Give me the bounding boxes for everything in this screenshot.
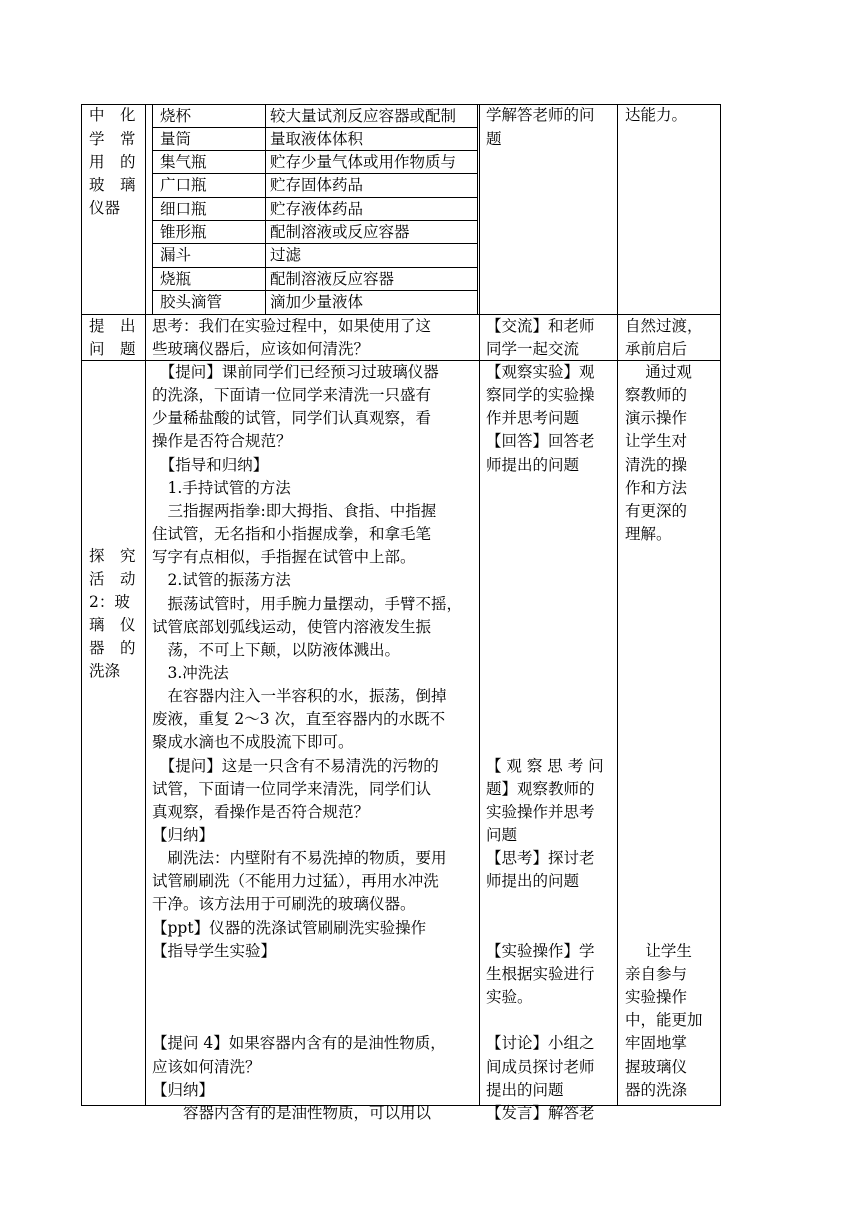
student-activity-line: 题】观察教师的 (486, 779, 595, 798)
student-activity-line: 实验。 (486, 988, 533, 1007)
instrument-name: 漏斗 (160, 246, 192, 264)
section-label-line: 2：玻 (89, 593, 130, 611)
teacher-activity-line: 【提问 4】如果容器内含有的是油性物质， (152, 1034, 446, 1053)
design-intent-line: 牢固地掌 (625, 1034, 688, 1053)
teacher-activity-line: 【提问】这是一只含有不易清洗的污物的 (152, 756, 439, 775)
section-label-line: 洗涤 (89, 662, 121, 680)
teacher-activity-line: 写字有点相似，手指握在试管中上部。 (152, 548, 416, 567)
instrument-use: 过滤 (270, 246, 302, 264)
design-intent-line: 察教师的 (625, 386, 688, 405)
teacher-activity-line: 容器内含有的是油性物质，可以用以 (152, 1103, 432, 1122)
teacher-activity-line: 真观察，看操作是否符合规范？ (152, 802, 370, 821)
instrument-name: 集气瓶 (160, 153, 207, 171)
design-intent-line: 清洗的操 (625, 455, 688, 474)
subtable-col-divider (265, 104, 266, 314)
student-activity-line: 提出的问题 (486, 1080, 564, 1099)
design-intent-line: 让学生对 (625, 432, 688, 451)
teacher-activity-line: 应该如何清洗？ (152, 1057, 261, 1076)
design-intent-line: 让学生 (625, 941, 692, 960)
section-label-line: 问 题 (89, 340, 136, 358)
teacher-activity-line: 1.手持试管的方法 (152, 478, 291, 497)
teacher-activity-line: 【归纳】 (152, 826, 215, 844)
teacher-activity-line: 【提问】课前同学们已经预习过玻璃仪器 (152, 363, 439, 381)
student-activity-line: 师提出的问题 (486, 872, 580, 891)
instrument-name: 烧杯 (160, 107, 192, 125)
label-line: 学 常 (89, 130, 136, 148)
student-activity-line: 间成员探讨老师 (486, 1057, 595, 1076)
instrument-use: 配制溶液反应容器 (270, 270, 395, 288)
instrument-use: 配制溶液或反应容器 (270, 223, 410, 241)
teacher-activity-line: 废液，重复 2～3 次，直至容器内的水既不 (152, 710, 446, 729)
section-label-line: 提 出 (89, 317, 136, 335)
student-activity-line: 【思考】探讨老 (486, 849, 595, 868)
teacher-activity-line: 荡，不可上下颠，以防液体溅出。 (152, 640, 401, 659)
teacher-activity-line: 干净。该方法用于可刷洗的玻璃仪器。 (152, 895, 416, 914)
instrument-name: 胶头滴管 (160, 293, 223, 311)
teacher-activity-line: 操作是否符合规范？ (152, 432, 292, 451)
teacher-activity-line: 思考：我们在实验过程中，如果使用了这 (152, 317, 432, 335)
teacher-activity-line: 些玻璃仪器后，应该如何清洗？ (152, 340, 370, 358)
table-col-divider-2 (479, 104, 480, 1106)
student-activity-line: 察同学的实验操 (486, 386, 595, 405)
teacher-activity-line: 【指导学生实验】 (152, 941, 277, 960)
design-intent-line: 中，能更加 (625, 1011, 703, 1030)
teacher-activity-line: 试管底部划弧线运动，使管内溶液发生振 (152, 617, 432, 636)
instrument-use: 贮存液体药品 (270, 200, 364, 218)
teacher-activity-line: 住试管，无名指和小指握成拳，和拿毛笔 (152, 525, 432, 544)
student-activity-line: 题 (486, 130, 502, 148)
table-border-left (81, 104, 82, 1106)
instrument-name: 量筒 (160, 130, 192, 148)
instrument-name: 细口瓶 (160, 200, 207, 218)
label-line: 用 的 (89, 153, 136, 171)
teacher-activity-line: 试管刷刷洗（不能用力过猛），再用水冲洗 (152, 872, 439, 891)
design-intent-line: 有更深的 (625, 501, 688, 520)
instrument-use: 贮存少量气体或用作物质与 (270, 153, 457, 171)
student-activity-line: 【讨论】小组之 (486, 1034, 595, 1053)
student-activity-line: 【发言】解答老 (486, 1103, 595, 1122)
student-activity-line: 同学一起交流 (486, 340, 580, 358)
label-line: 中 化 (89, 106, 136, 124)
teacher-activity-line: 少量稀盐酸的试管，同学们认真观察，看 (152, 409, 432, 428)
student-activity-line: 学解答老师的问 (486, 106, 595, 124)
design-intent-line: 器的洗涤 (625, 1080, 688, 1099)
section-label-line: 探 究 (89, 547, 136, 565)
teacher-activity-line: 聚成水滴也不成股流下即可。 (152, 733, 354, 752)
instrument-use: 贮存固体药品 (270, 176, 364, 194)
design-intent-line: 承前启后 (625, 340, 688, 358)
design-intent-line: 自然过渡， (625, 317, 703, 335)
table-col-divider-3 (617, 104, 618, 1106)
label-line: 玻 璃 (89, 176, 136, 194)
student-activity-line: 【交流】和老师 (486, 317, 595, 335)
student-activity-line: 问题 (486, 826, 518, 844)
instrument-name: 烧瓶 (160, 270, 192, 288)
design-intent-line: 理解。 (625, 525, 672, 544)
student-activity-line: 实验操作并思考 (486, 802, 595, 821)
subtable-border-left (152, 104, 153, 314)
teacher-activity-line: 刷洗法：内壁附有不易洗掉的物质，要用 (152, 849, 447, 868)
section-label-line: 器 的 (89, 639, 136, 657)
design-intent-line: 作和方法 (625, 478, 688, 497)
teacher-activity-line: 【ppt】仪器的洗涤试管刷刷洗实验操作 (152, 918, 427, 937)
teacher-activity-line: 的洗涤，下面请一位同学来清洗一只盛有 (152, 386, 432, 405)
student-activity-line: 作并思考问题 (486, 409, 580, 428)
student-activity-line: 【回答】回答老 (486, 432, 595, 451)
teacher-activity-line: 【指导和归纳】 (152, 455, 269, 474)
instrument-name: 广口瓶 (160, 176, 207, 194)
design-intent-line: 达能力。 (625, 106, 688, 124)
teacher-activity-line: 试管，下面请一位同学来清洗，同学们认 (152, 779, 432, 798)
instrument-use: 量取液体体积 (270, 130, 364, 148)
design-intent-line: 亲自参与 (625, 964, 688, 983)
instrument-use: 滴加少量液体 (270, 293, 364, 311)
instrument-name: 锥形瓶 (160, 223, 207, 241)
teacher-activity-line: 振荡试管时，用手腕力量摆动，手臂不摇， (152, 594, 463, 613)
subtable-border-right (477, 104, 478, 314)
student-activity-line: 【观察实验】观 (486, 363, 595, 381)
table-col-divider-1 (145, 104, 146, 1106)
student-activity-line: 生根据实验进行 (486, 964, 595, 983)
teacher-activity-line: 三指握两指拳:即大拇指、食指、中指握 (152, 501, 437, 520)
table-border-right (720, 104, 721, 1106)
student-activity-line: 【 观 察 思 考 问 (486, 756, 604, 775)
student-activity-line: 【实验操作】学 (486, 941, 595, 960)
instrument-use: 较大量试剂反应容器或配制 (270, 107, 457, 125)
teacher-activity-line: 3.冲洗法 (152, 663, 229, 682)
teacher-activity-line: 【归纳】 (152, 1080, 215, 1099)
design-intent-line: 握玻璃仪 (625, 1057, 688, 1076)
teacher-activity-line: 在容器内注入一半容积的水，振荡，倒掉 (152, 687, 447, 706)
section-label-line: 璃 仪 (89, 616, 136, 634)
design-intent-line: 演示操作 (625, 409, 688, 428)
design-intent-line: 实验操作 (625, 988, 688, 1007)
section-label-line: 活 动 (89, 570, 136, 588)
label-line: 仪器 (89, 199, 121, 217)
design-intent-line: 通过观 (625, 363, 692, 381)
teacher-activity-line: 2.试管的振荡方法 (152, 571, 291, 590)
student-activity-line: 师提出的问题 (486, 455, 580, 474)
